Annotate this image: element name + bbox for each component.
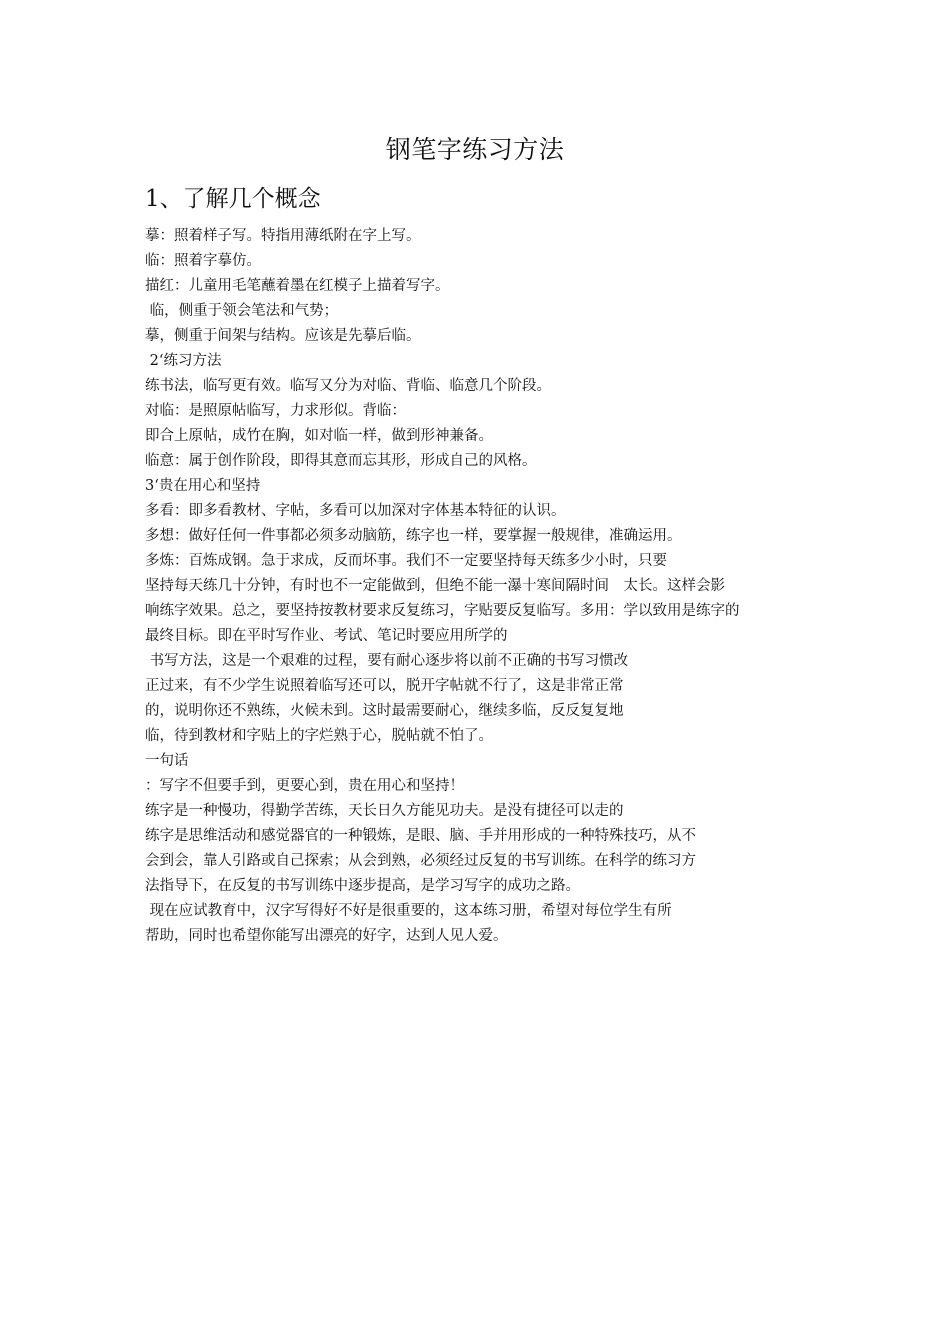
- document-title: 钢笔字练习方法: [385, 135, 565, 164]
- section-heading: 1、了解几个概念: [145, 186, 321, 212]
- text-line: 响练字效果。总之，要坚持按教材要求反复练习，字贴要反复临写。多用：学以致用是练字的: [145, 603, 740, 619]
- text-line: 多看：即多看教材、字帖，多看可以加深对字体基本特征的认识。: [145, 503, 566, 519]
- text-line: 书写方法，这是一个艰难的过程，要有耐心逐步将以前不正确的书写习惯改: [145, 653, 629, 669]
- text-line: 坚持每天练几十分钟，有时也不一定能做到，但绝不能一瀑十寒间隔时间 太长。这样会影: [145, 578, 725, 594]
- text-line: 练字是一种慢功，得勤学苦练，天长日久方能见功夫。是没有捷径可以走的: [145, 803, 624, 819]
- text-line: 临：照着字摹仿。: [145, 253, 261, 269]
- text-line: 练书法，临写更有效。临写又分为对临、背临、临意几个阶段。: [145, 378, 551, 394]
- text-line: 一句话: [145, 753, 189, 769]
- text-line: 摹：照着样子写。特指用薄纸附在字上写。: [145, 228, 421, 244]
- subsection-heading: 2‘练习方法: [145, 353, 222, 369]
- text-line: 练字是思维活动和感觉器官的一种锻炼，是眼、脑、手并用形成的一种特殊技巧，从不: [145, 828, 696, 844]
- text-line: 对临：是照原帖临写，力求形似。背临：: [145, 403, 406, 419]
- text-line: 描红：儿童用毛笔蘸着墨在红模子上描着写字。: [145, 278, 450, 294]
- text-line: 临，侧重于领会笔法和气势；: [145, 303, 339, 319]
- subsection-heading: 3‘贵在用心和坚持: [145, 478, 261, 494]
- text-line: 的，说明你还不熟练，火候未到。这时最需要耐心，继续多临，反反复复地: [145, 703, 624, 719]
- text-line: 现在应试教育中，汉字写得好不好是很重要的，这本练习册，希望对每位学生有所: [145, 903, 672, 919]
- text-line: 摹，侧重于间架与结构。应该是先摹后临。: [145, 328, 421, 344]
- text-line: 正过来，有不少学生说照着临写还可以，脱开字帖就不行了，这是非常正常: [145, 678, 624, 694]
- text-line: 多炼：百炼成钢。急于求成，反而坏事。我们不一定要坚持每天练多少小时，只要: [145, 553, 667, 569]
- text-line: 最终目标。即在平时写作业、考试、笔记时要应用所学的: [145, 628, 508, 644]
- text-line: 临，待到教材和字贴上的字烂熟于心，脱帖就不怕了。: [145, 728, 493, 744]
- text-line: 即合上原帖，成竹在胸，如对临一样，做到形神兼备。: [145, 428, 493, 444]
- text-line: ：写字不但要手到，更要心到，贵在用心和坚持！: [145, 778, 464, 794]
- text-line: 会到会，靠人引路或自己探索；从会到熟，必须经过反复的书写训练。在科学的练习方: [145, 853, 696, 869]
- text-line: 法指导下，在反复的书写训练中逐步提高，是学习写字的成功之路。: [145, 878, 580, 894]
- text-line: 帮助，同时也希望你能写出漂亮的好字，达到人见人爱。: [145, 928, 508, 944]
- body-text: [145, 224, 815, 949]
- text-line: 临意：属于创作阶段，即得其意而忘其形，形成自己的风格。: [145, 453, 537, 469]
- text-line: 多想：做好任何一件事都必须多动脑筋，练字也一样，要掌握一般规律，准确运用。: [145, 528, 682, 544]
